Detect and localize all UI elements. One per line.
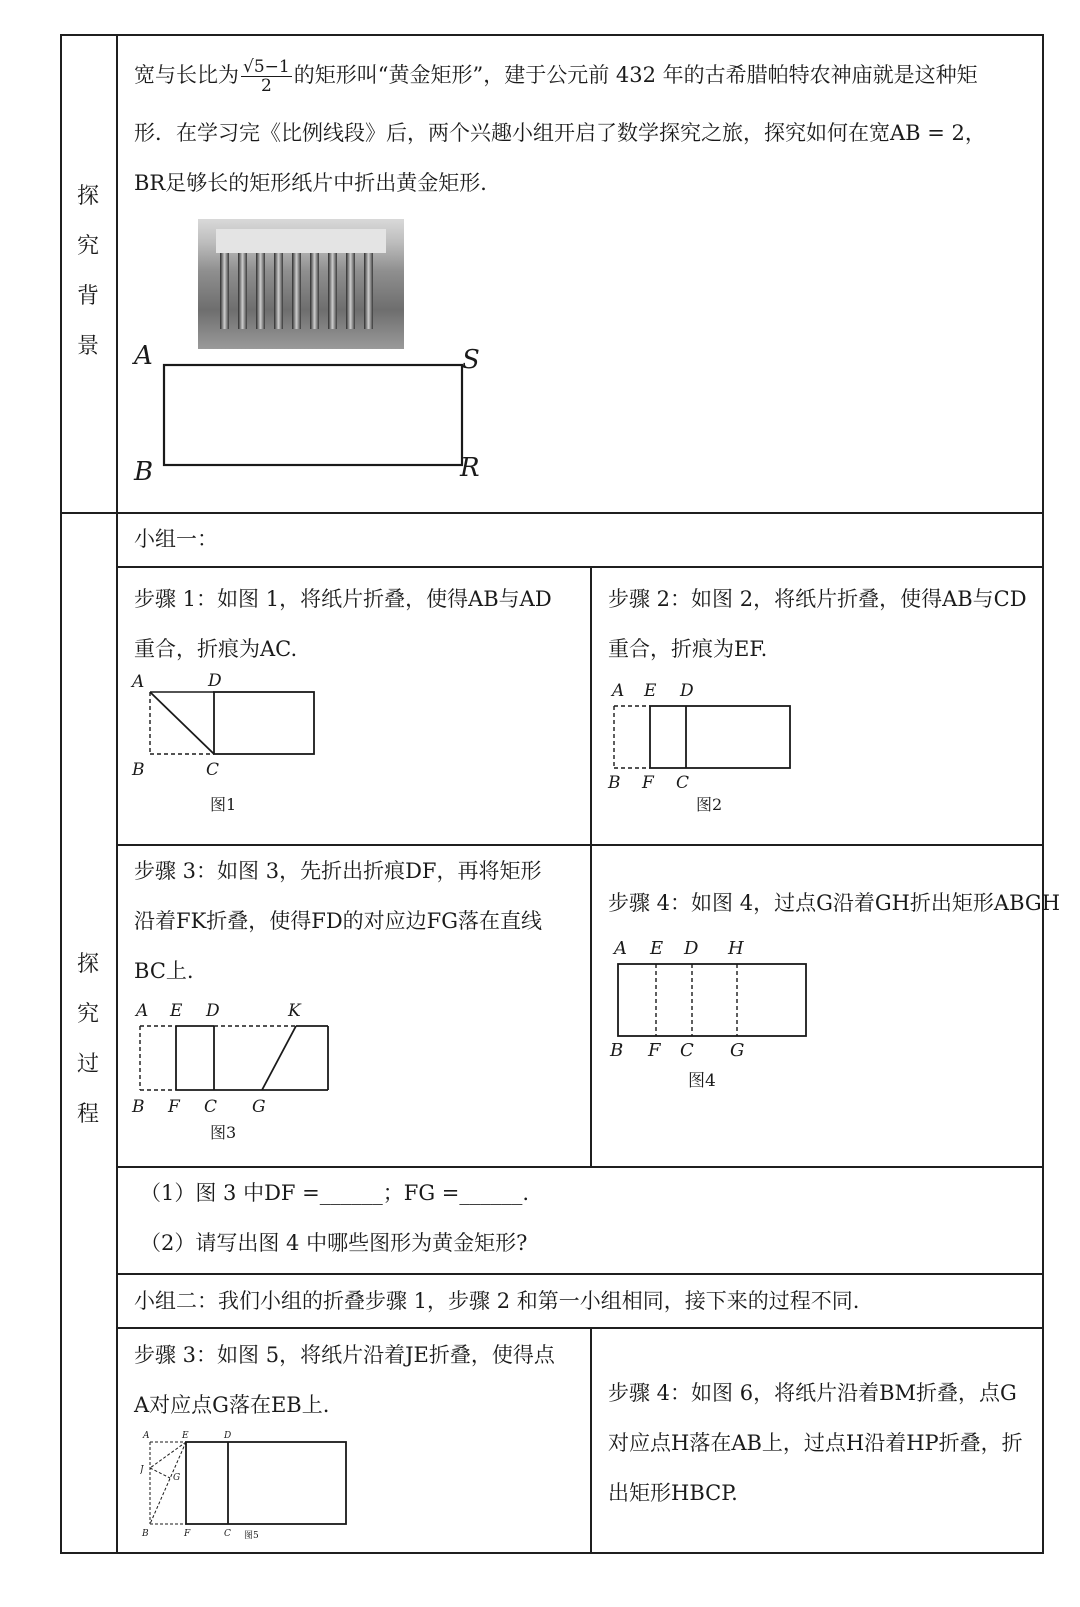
- svg-text:E: E: [182, 1431, 189, 1441]
- group2-step3-line-1: 步骤 3：如图 5，将纸片沿着JE折叠，使得点: [134, 1343, 555, 1367]
- background-line-3: BR足够长的矩形纸片中折出黄金矩形．: [134, 171, 502, 195]
- svg-text:F: F: [168, 1097, 180, 1117]
- svg-text:B: B: [608, 773, 621, 793]
- step2-line-1: 步骤 2：如图 2，将纸片折叠，使得AB与CD: [608, 587, 1027, 611]
- svg-text:G: G: [173, 1473, 181, 1483]
- step1-line-2: 重合，折痕为AC.: [134, 637, 298, 661]
- svg-text:A: A: [614, 938, 627, 959]
- svg-text:C: C: [206, 760, 220, 780]
- svg-text:A: A: [612, 681, 625, 701]
- background-line-2: 形．在学习完《比例线段》后，两个兴趣小组开启了数学探究之旅，探究如何在宽AB = 2，: [134, 121, 986, 145]
- rectangle-ABRS: [128, 340, 498, 500]
- svg-text:J: J: [140, 1465, 144, 1475]
- svg-text:C: C: [680, 1040, 694, 1061]
- question-1: （1）图 3 中DF =______；FG =______.: [140, 1181, 530, 1205]
- figure-3-caption: 图3: [210, 1123, 237, 1142]
- background-line-1: 宽与长比为 $\frac{√5-1}{2}$ 的矩形叫“黄金矩形”，建于公元前 432 年的古希腊帕特农神庙就是这种矩: [134, 57, 978, 96]
- group2-step3-line-2: A对应点G落在EB上.: [134, 1393, 330, 1417]
- group2-step4-line-3: 出矩形HBCP.: [608, 1481, 738, 1505]
- svg-text:B: B: [132, 1097, 145, 1117]
- group2-title: 小组二：我们小组的折叠步骤 1，步骤 2 和第一小组相同，接下来的过程不同.: [134, 1289, 860, 1313]
- section-label-process: 探 究 过 程: [76, 952, 99, 1127]
- step1-line-1: 步骤 1：如图 1，将纸片折叠，使得AB与AD: [134, 587, 552, 611]
- group2-step4-line-2: 对应点H落在AB上，过点H沿着HP折叠，折: [608, 1431, 1023, 1455]
- figure-2-caption: 图2: [696, 795, 723, 814]
- step3-line-3: BC上.: [134, 959, 194, 983]
- svg-text:B: B: [610, 1040, 624, 1061]
- figure-1-caption: 图1: [210, 795, 237, 814]
- step3-line-1: 步骤 3：如图 3，先折出折痕DF，再将矩形: [134, 859, 542, 883]
- label-B: B: [134, 457, 154, 487]
- svg-text:E: E: [650, 938, 664, 959]
- label-S: S: [462, 345, 480, 375]
- svg-text:E: E: [170, 1001, 183, 1021]
- group1-title: 小组一：: [134, 527, 218, 551]
- figure-1: [128, 672, 338, 832]
- figure-5-caption: 图5: [244, 1531, 259, 1541]
- svg-text:A: A: [132, 672, 145, 692]
- svg-text:K: K: [288, 1001, 301, 1021]
- svg-text:D: D: [208, 672, 222, 691]
- figure-3: [128, 990, 348, 1158]
- question-2: （2）请写出图 4 中哪些图形为黄金矩形?: [140, 1231, 528, 1255]
- svg-text:F: F: [642, 773, 654, 793]
- svg-text:F: F: [648, 1040, 661, 1061]
- svg-text:G: G: [252, 1097, 266, 1117]
- svg-text:D: D: [224, 1431, 232, 1441]
- svg-text:D: D: [206, 1001, 220, 1021]
- parthenon-photo: [198, 219, 404, 349]
- svg-text:D: D: [680, 681, 694, 701]
- svg-text:C: C: [204, 1097, 218, 1117]
- label-A: A: [134, 341, 153, 371]
- svg-text:B: B: [142, 1529, 149, 1539]
- step3-line-2: 沿着FK折叠，使得FD的对应边FG落在直线: [134, 909, 543, 933]
- svg-text:H: H: [728, 938, 744, 959]
- svg-text:C: C: [676, 773, 690, 793]
- svg-text:A: A: [136, 1001, 149, 1021]
- svg-text:F: F: [184, 1529, 191, 1539]
- svg-text:C: C: [224, 1529, 231, 1539]
- step2-line-2: 重合，折痕为EF.: [608, 637, 768, 661]
- step4-line-1: 步骤 4：如图 4，过点G沿着GH折出矩形ABGH: [608, 891, 1061, 915]
- figure-5: [140, 1428, 360, 1550]
- figure-4: [604, 934, 824, 1102]
- svg-text:D: D: [684, 938, 699, 959]
- golden-ratio-fraction: $\frac{√5-1}{2}$: [243, 57, 290, 96]
- svg-text:E: E: [644, 681, 657, 701]
- label-R: R: [460, 453, 480, 483]
- svg-text:B: B: [132, 760, 145, 780]
- group2-step4-line-1: 步骤 4：如图 6，将纸片沿着BM折叠，点G: [608, 1381, 1017, 1405]
- figure-4-caption: 图4: [688, 1071, 716, 1091]
- svg-text:A: A: [143, 1431, 150, 1441]
- figure-2: [600, 676, 810, 826]
- section-label-background: 探 究 背 景: [76, 184, 99, 359]
- svg-text:G: G: [730, 1040, 745, 1061]
